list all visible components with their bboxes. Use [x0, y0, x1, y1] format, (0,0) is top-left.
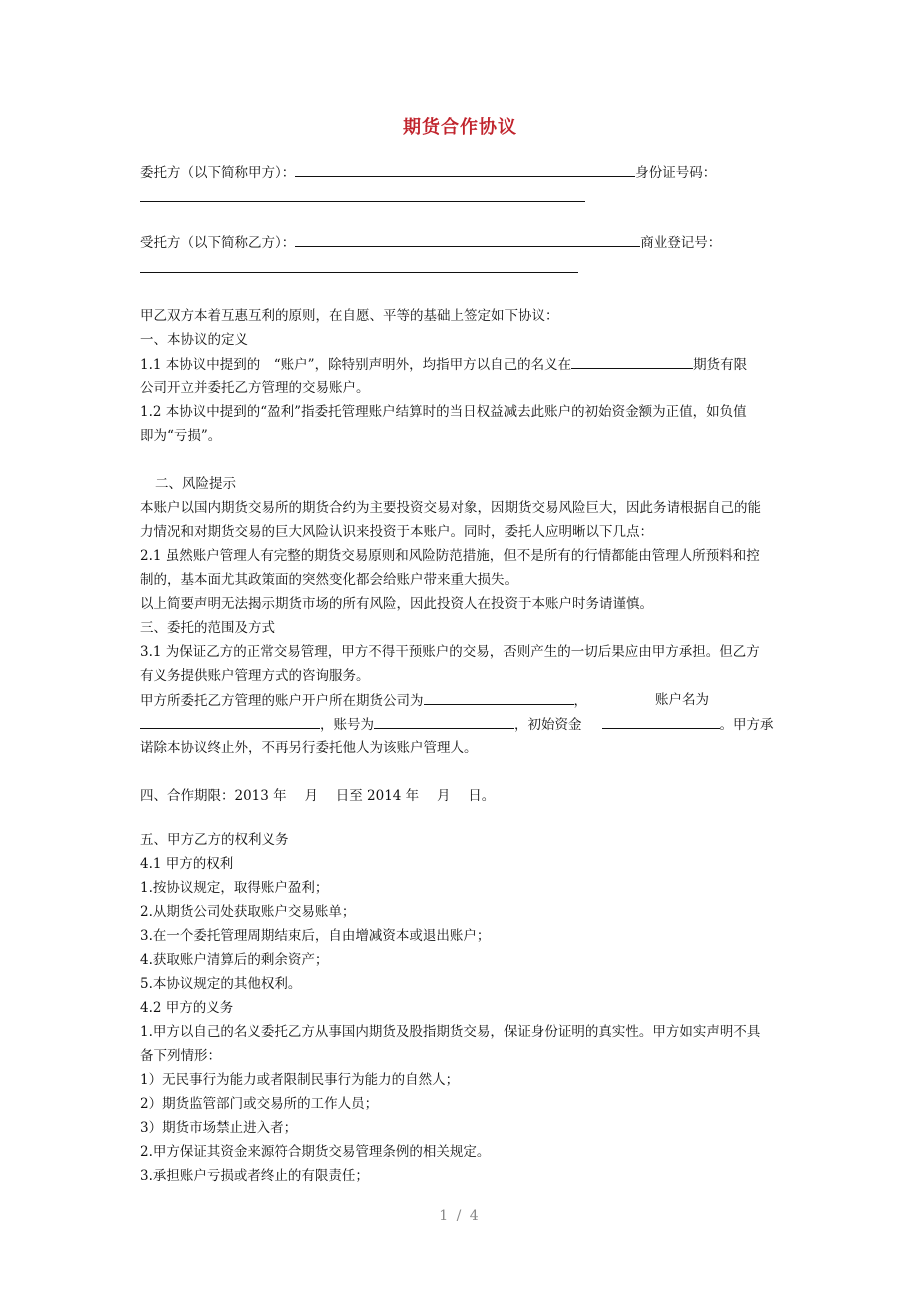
risk-line-3: 2.1 虽然账户管理人有完整的期货交易原则和风险防范措施，但不是所有的行情都能由管理人所预料和控	[140, 548, 760, 564]
party-a-line	[140, 164, 716, 181]
initial-capital-label: ，初始资金	[514, 717, 582, 733]
party-b-reg-label: 商业登记号：	[640, 235, 722, 251]
clause-1-1-suffix: 期货有限	[693, 357, 748, 373]
party-a-id-blank[interactable]	[140, 201, 585, 202]
account-name-label: 账户名为	[655, 692, 709, 708]
scope-line-4-suffix: 。甲方承	[719, 717, 774, 733]
scope-line-5: 诺除本协议终止外，不再另行委托他人为该账户管理人。	[140, 740, 478, 756]
account-name-blank[interactable]	[140, 716, 320, 729]
risk-line-5: 以上简要声明无法揭示期货市场的所有风险，因此投资人在投资于本账户时务请谨慎。	[140, 596, 653, 612]
list-item: 1.按协议规定，取得账户盈利；	[140, 880, 329, 896]
party-b-line	[140, 234, 721, 251]
list-item: 5.本协议规定的其他权利。	[140, 976, 302, 992]
party-b-reg-blank[interactable]	[140, 272, 578, 273]
account-company-comma: ，	[573, 693, 587, 709]
account-number-blank[interactable]	[374, 716, 514, 729]
duty-2: 2.甲方保证其资金来源符合期货交易管理条例的相关规定。	[140, 1144, 491, 1160]
risk-line-2: 力情况和对期货交易的巨大风险认识来投资于本账户。同时，委托人应明晰以下几点：	[140, 524, 653, 540]
account-company-label: 甲方所委托乙方管理的账户开户所在期货公司为	[140, 693, 424, 709]
cooperation-period: 四、合作期限：2013 年 月 日至 2014 年 月 日。	[140, 788, 496, 804]
risk-line-4: 制的，基本面尤其政策面的突然变化都会给账户带来重大损失。	[140, 572, 518, 588]
duty-3: 3.承担账户亏损或者终止的有限责任；	[140, 1168, 369, 1184]
party-a-id-label: 身份证号码：	[635, 165, 717, 181]
party-b-name-blank[interactable]	[295, 234, 640, 247]
list-item: 3.在一个委托管理周期结束后，自由增减资本或退出账户；	[140, 928, 491, 944]
duty-1-line-1: 1.甲方以自己的名义委托乙方从事国内期货及股指期货交易，保证身份证明的真实性。甲方如实声明不具	[140, 1024, 761, 1040]
list-item: 3）期货市场禁止进入者；	[140, 1120, 298, 1136]
account-company-blank[interactable]	[424, 692, 574, 705]
section-3-heading: 三、委托的范围及方式	[140, 620, 275, 636]
section-2-heading: 二、风险提示	[155, 476, 236, 492]
page-number: 1 / 4	[439, 1208, 481, 1224]
section-1-heading: 一、本协议的定义	[140, 332, 248, 348]
clause-1-1-line-1	[140, 356, 747, 373]
section-5-heading: 五、甲方乙方的权利义务	[140, 832, 289, 848]
scope-line-1: 3.1 为保证乙方的正常交易管理，甲方不得干预账户的交易，否则产生的一切后果应由甲方承担。但乙方	[140, 644, 760, 660]
intro-text: 甲乙双方本着互惠互利的原则，在自愿、平等的基础上签定如下协议：	[140, 308, 559, 324]
duty-1-line-2: 备下列情形：	[140, 1048, 221, 1064]
list-item: 2）期货监管部门或交易所的工作人员；	[140, 1096, 379, 1112]
initial-capital-blank[interactable]	[602, 716, 720, 729]
scope-line-2: 有义务提供账户管理方式的咨询服务。	[140, 668, 370, 684]
party-a-duties-heading: 4.2 甲方的义务	[140, 1000, 234, 1016]
list-item: 2.从期货公司处获取账户交易账单；	[140, 904, 356, 920]
document-title: 期货合作协议	[403, 117, 517, 138]
scope-line-3	[140, 692, 587, 709]
clause-1-1-text: 1.1 本协议中提到的 “账户”，除特别声明外，均指甲方以自己的名义在	[140, 357, 572, 373]
list-item: 4.获取账户清算后的剩余资产；	[140, 952, 329, 968]
risk-line-1: 本账户以国内期货交易所的期货合约为主要投资交易对象，因期货交易风险巨大，因此务请根据自己的能	[140, 500, 761, 516]
clause-1-1-line-2: 公司开立并委托乙方管理的交易账户。	[140, 380, 370, 396]
party-a-name-blank[interactable]	[295, 164, 635, 177]
futures-company-blank[interactable]	[571, 356, 693, 369]
clause-1-2-line-2: 即为“亏损”。	[140, 428, 222, 444]
party-a-label: 委托方（以下简称甲方）：	[140, 165, 296, 181]
party-b-label: 受托方（以下简称乙方）：	[140, 235, 296, 251]
scope-line-4	[140, 716, 774, 733]
account-number-label: ，账号为	[320, 717, 374, 733]
party-a-rights-heading: 4.1 甲方的权利	[140, 856, 234, 872]
clause-1-2-line-1: 1.2 本协议中提到的“盈利”指委托管理账户结算时的当日权益减去此账户的初始资金额为正值，如负值	[140, 404, 747, 420]
list-item: 1）无民事行为能力或者限制民事行为能力的自然人；	[140, 1072, 460, 1088]
